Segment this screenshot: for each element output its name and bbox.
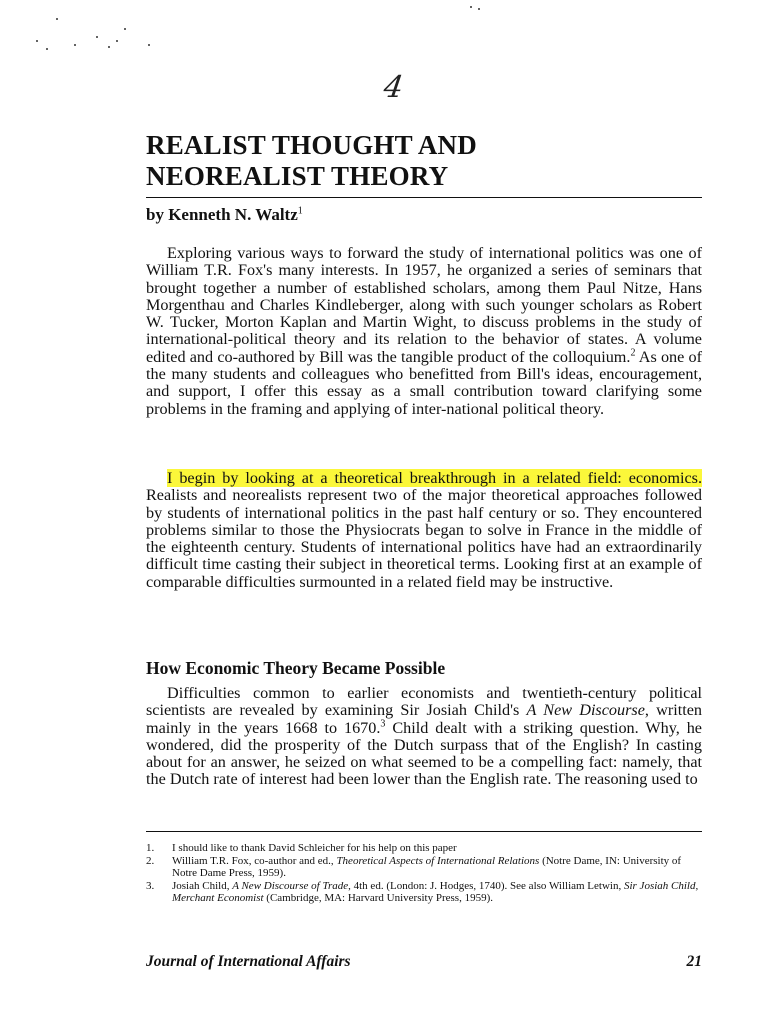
footnote-divider [146,831,702,832]
article-title [146,130,706,192]
chapter-number: 4 [381,70,406,105]
byline-footnote-ref[interactable]: 1 [297,205,303,217]
footnote-ref-2[interactable]: 2 [630,347,636,359]
footnote-3 [146,880,702,905]
footnotes [146,842,702,905]
paragraph-3-text-b: , written mainly in the years 1668 to 1670. [146,701,702,737]
footnote-text: I should like to thank David Schleicher for his help on this paper [172,842,457,854]
footnote-3-book-title: A New Discourse of Trade [232,879,349,892]
footnote-2-book-title: Theoretical Aspects of International Relations [336,854,540,867]
section-heading: How Economic Theory Became Possible [146,658,446,678]
footnote-2 [146,855,702,880]
paragraph-1-text-a: Exploring various ways to forward the study of international politics was one of William T.R. Fox's many interests. In 1957, he organized a series of seminars that brought together a number of established scholars, among them Paul Nitze, Hans Morgenthau and Charles Kindleberger, along with such younger scholars as Robert W. Tucker, Morton Kaplan and Martin Wight, to discuss problems in the study of international-political theory and its relation to the behavior of states. A volume edited and co-authored by Bill was the tangible product of the colloquium. [146,244,702,366]
title-divider [146,197,702,198]
highlighted-sentence[interactable]: I begin by looking at a theoretical breakthrough in a related field: economics. [167,469,702,487]
footnote-number: 1. [146,842,155,854]
book-title-italic: A New Discourse [526,701,645,720]
footnote-text [172,880,702,905]
paragraph-3-text-a: Difficulties common to earlier economists and twentieth-century political scientists are revealed by examining Sir Josiah Child's [146,684,702,720]
body-paragraph-2 [146,470,702,591]
article-title-line-2: NEOREALIST THEORY [146,161,449,191]
footnote-ref-3[interactable]: 3 [380,718,386,730]
body-paragraph-3 [146,685,702,789]
footnote-1 [146,842,702,855]
scan-specks [0,0,768,60]
footnote-3-text-a: Josiah Child, [172,879,233,892]
footnote-3-book-title-2: Sir Josiah Child, Merchant Economist [172,879,699,905]
footer-page-number: 21 [686,953,702,970]
footnote-number: 3. [146,879,155,892]
footnote-2-text-b: (Notre Dame, IN: University of Notre Dame Press, 1959). [172,854,682,880]
byline [146,204,303,226]
footer-journal-name: Journal of International Affairs [146,953,351,970]
footnote-3-text-b: , 4th ed. (London: J. Hodges, 1740). See also William Letwin, [348,879,624,892]
paragraph-3-text-c: Child dealt with a striking question. Why, he wondered, did the prosperity of the Dutch surpass that of the English? In casting about for an answer, he seized on what seemed to be a compelling fact: namely, that the Dutch rate of interest had been lower than the English rate. The reasoning used to [146,718,702,789]
article-title-line-1: REALIST THOUGHT AND [146,130,477,160]
footnote-3-text-c: (Cambridge, MA: Harvard University Press, 1959). [263,892,493,905]
footnote-number: 2. [146,854,155,867]
paragraph-2-text: Realists and neorealists represent two of the major theoretical approaches followed by students of international politics in the past half century or so. They encountered problems similar to those the Physiocrats began to solve in France in the middle of the eighteenth century. Students of international politics have had an extraordinarily difficult time casting their subject in theoretical terms. Looking first at an example of comparable difficulties surmounted in a related field may be instructive. [146,486,702,591]
body-paragraph-1 [146,245,702,418]
footnote-2-text-a: William T.R. Fox, co-author and ed., [172,854,337,867]
byline-text: by Kenneth N. Waltz [146,205,298,224]
paragraph-1-text-b: As one of the many students and colleagues who benefitted from Bill's ideas, encouragement, and support, I offer this essay as a small contribution toward clarifying some problems in the framing and applying of inter-national political theory. [146,347,702,418]
footnote-text [172,855,702,880]
